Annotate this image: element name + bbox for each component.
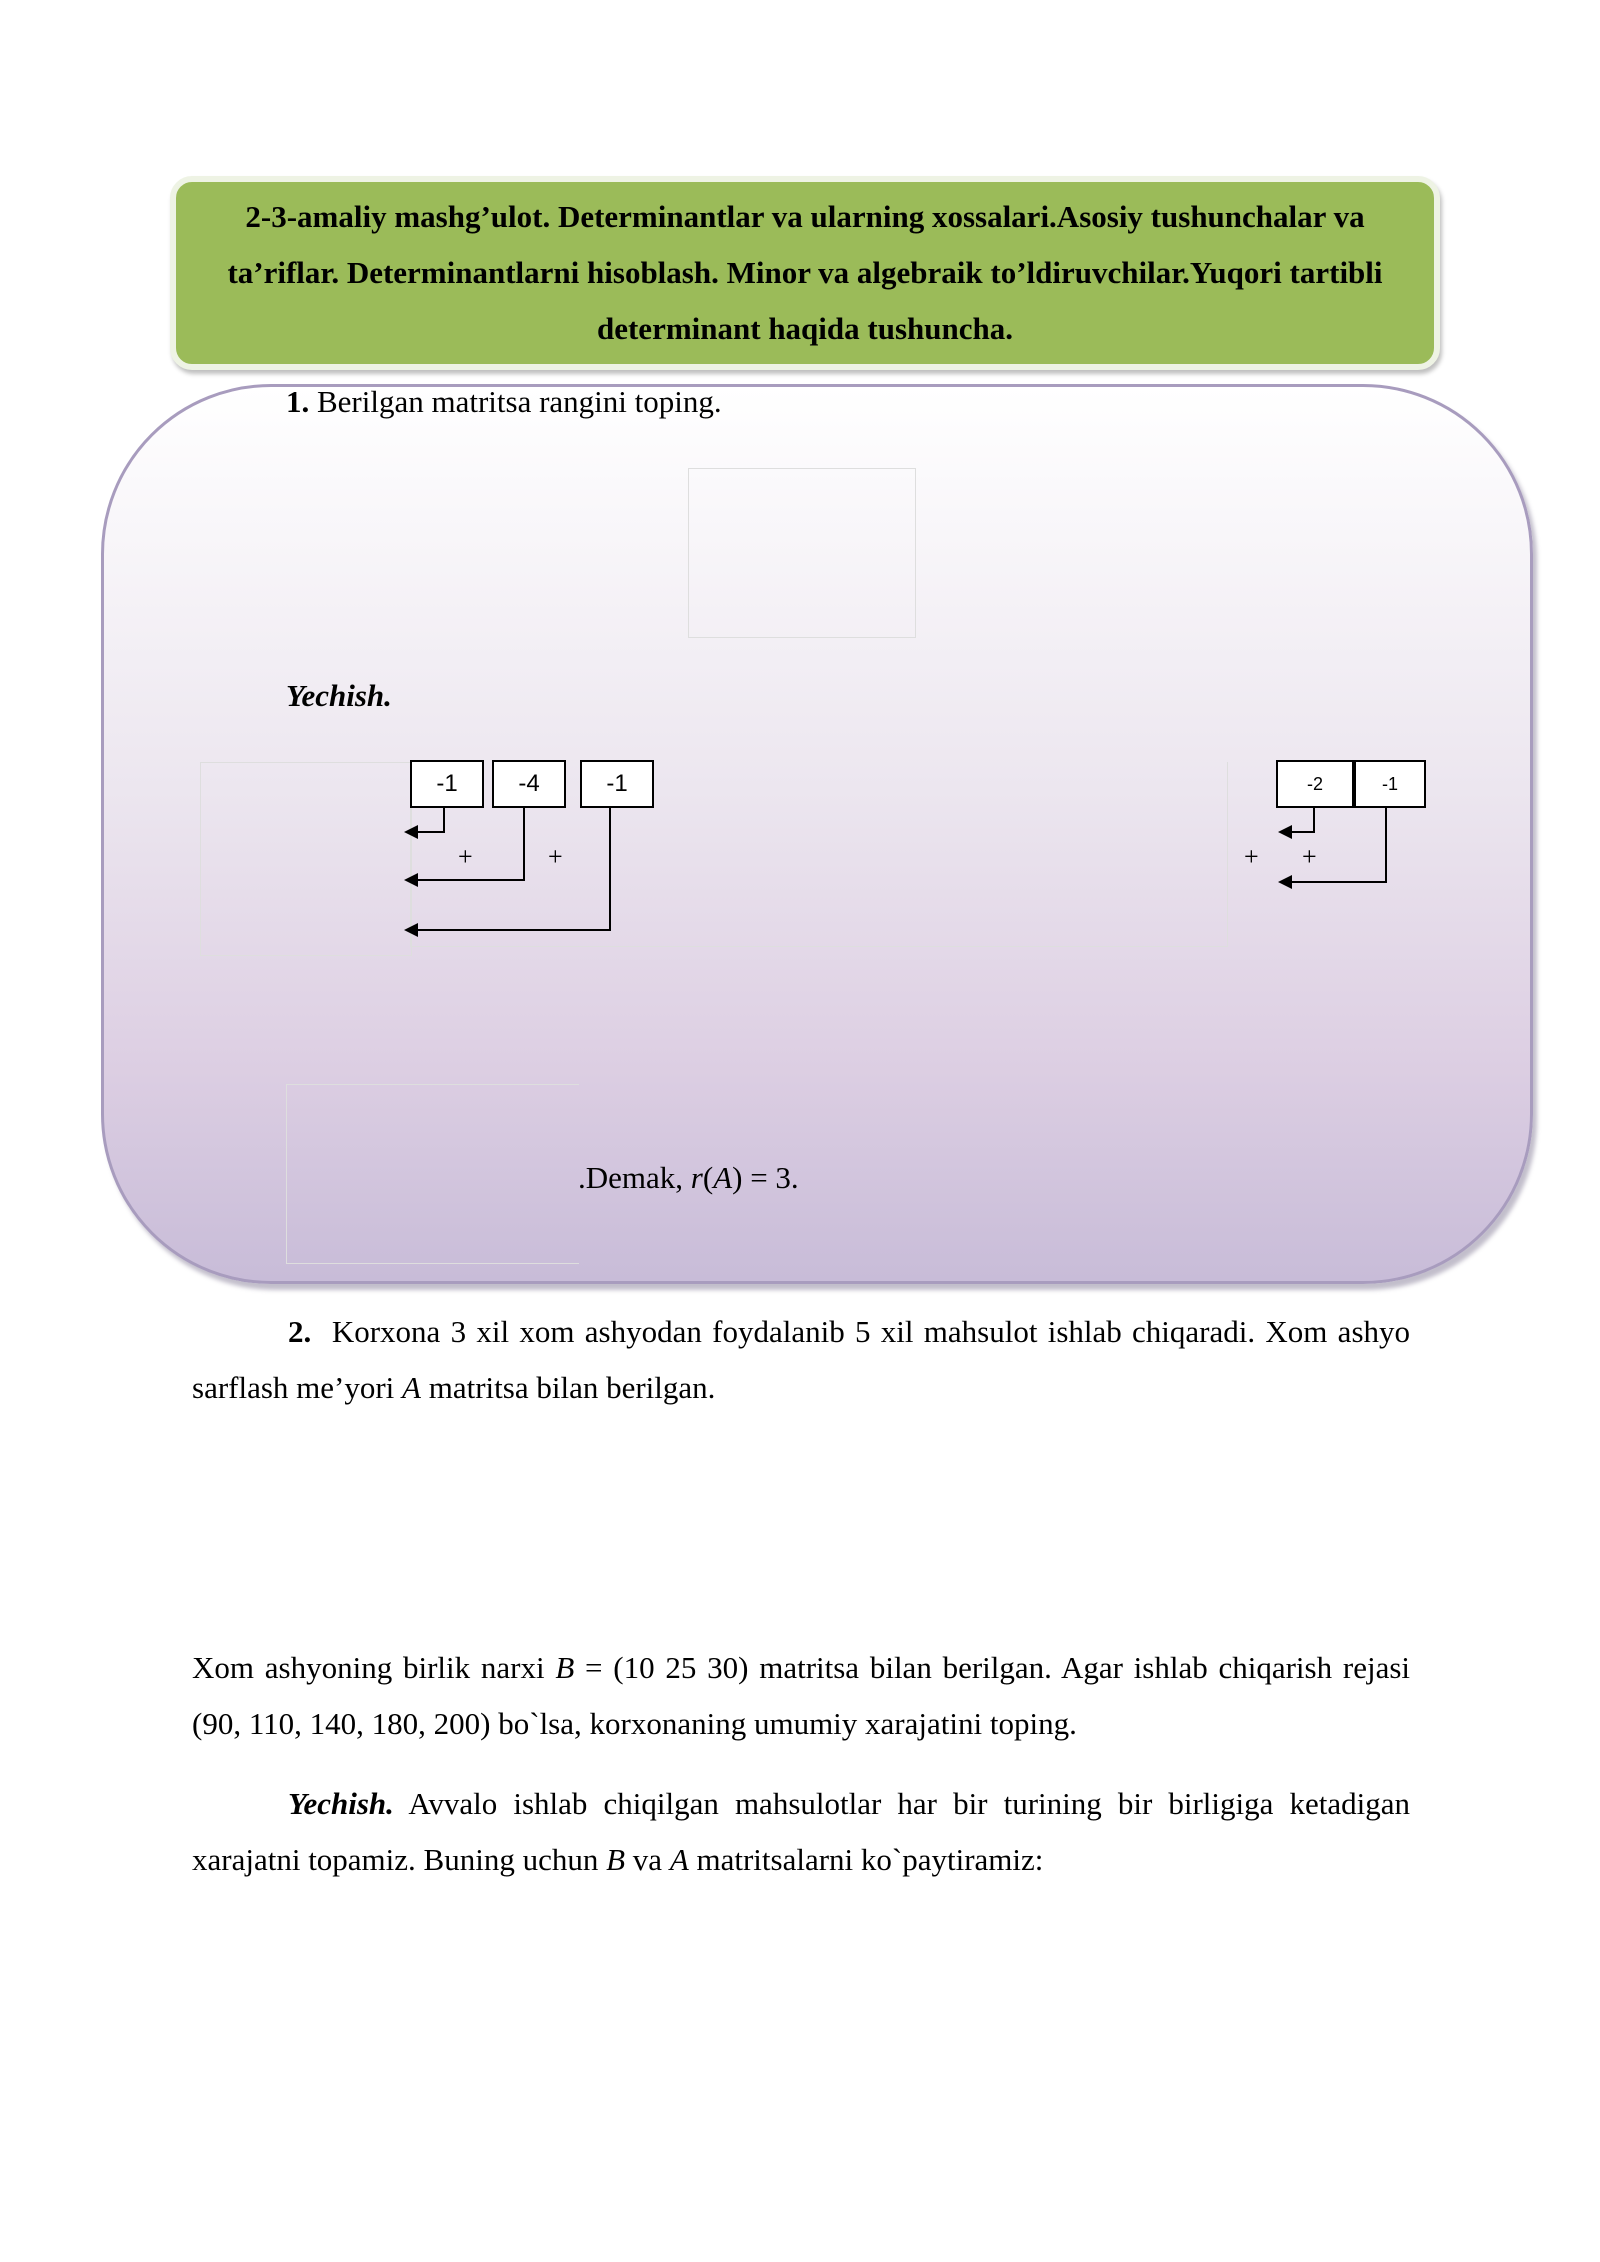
price-text-2: = (10 25 30) matritsa bilan berilgan. Agar ishlab chiqarish rejasi (90, 110, 140, 180, 200) bo`lsa, korxonaning umumiy xarajatini toping. xyxy=(192,1650,1411,1741)
problem-2-statement xyxy=(192,1304,1410,1416)
conclusion xyxy=(578,1160,799,1196)
problem-2-text-2: matritsa bilan berilgan. xyxy=(420,1370,716,1405)
arrow-line xyxy=(414,808,444,832)
problem-1-number: 1. xyxy=(286,384,310,419)
conclusion-prefix: .Demak, xyxy=(578,1160,691,1195)
conclusion-var: A xyxy=(713,1160,733,1195)
matrix-var: B xyxy=(555,1650,575,1685)
matrix-cell: -4 xyxy=(492,760,566,808)
matrix-cell: -1 xyxy=(1354,760,1426,808)
problem-2-number: 2. xyxy=(288,1314,312,1349)
solution-text-1: Avvalo ishlab chiqilgan mahsulotlar har bir turining bir birligiga ketadigan xarajatni topamiz. Buning uchun xyxy=(192,1786,1410,1877)
page-title: 2-3-amaliy mashg’ulot. Determinantlar va ularning xossalari.Asosiy tushunchalar va ta’riflar. Determinantlarni hisoblash. Minor va algebraik to’ldiruvchilar.Yuqori tartibli determinant haqida tushuncha. xyxy=(227,199,1383,346)
conclusion-open: ( xyxy=(702,1160,714,1195)
plus-sign: + xyxy=(1244,842,1259,871)
matrix-var: B xyxy=(606,1842,626,1877)
problem-1-solution-label: Yechish. xyxy=(286,678,392,713)
matrix-cell: -1 xyxy=(580,760,654,808)
arrow-head xyxy=(1278,825,1292,839)
arrow-head xyxy=(1278,875,1292,889)
problem-2-solution xyxy=(192,1776,1410,1888)
matrix-var: A xyxy=(669,1842,689,1877)
solution-text-3: matritsalarni ko`paytiramiz: xyxy=(688,1842,1044,1877)
arrow-head xyxy=(404,873,418,887)
problem-2-price xyxy=(192,1640,1410,1752)
plus-sign: + xyxy=(548,842,563,871)
matrix-cell: -1 xyxy=(410,760,484,808)
conclusion-close: ) = 3. xyxy=(732,1160,799,1195)
plus-sign: + xyxy=(1302,842,1317,871)
problem-2-solution-label: Yechish. xyxy=(288,1786,394,1821)
matrix-var: A xyxy=(402,1370,421,1405)
problem-2-text-1: Korxona 3 xil xom ashyodan foydalanib 5 xil mahsulot ishlab chiqaradi. Xom ashyo sarflash me’yori xyxy=(192,1314,1411,1405)
plus-sign: + xyxy=(458,842,473,871)
problem-1-text: Berilgan matritsa rangini toping. xyxy=(317,384,722,419)
solution-text-2: va xyxy=(625,1842,670,1877)
arrow-head xyxy=(404,923,418,937)
conclusion-func: r xyxy=(690,1160,703,1195)
price-text-1: Xom ashyoning birlik narxi xyxy=(192,1650,556,1685)
matrix-cell: -2 xyxy=(1276,760,1354,808)
arrow-head xyxy=(404,825,418,839)
